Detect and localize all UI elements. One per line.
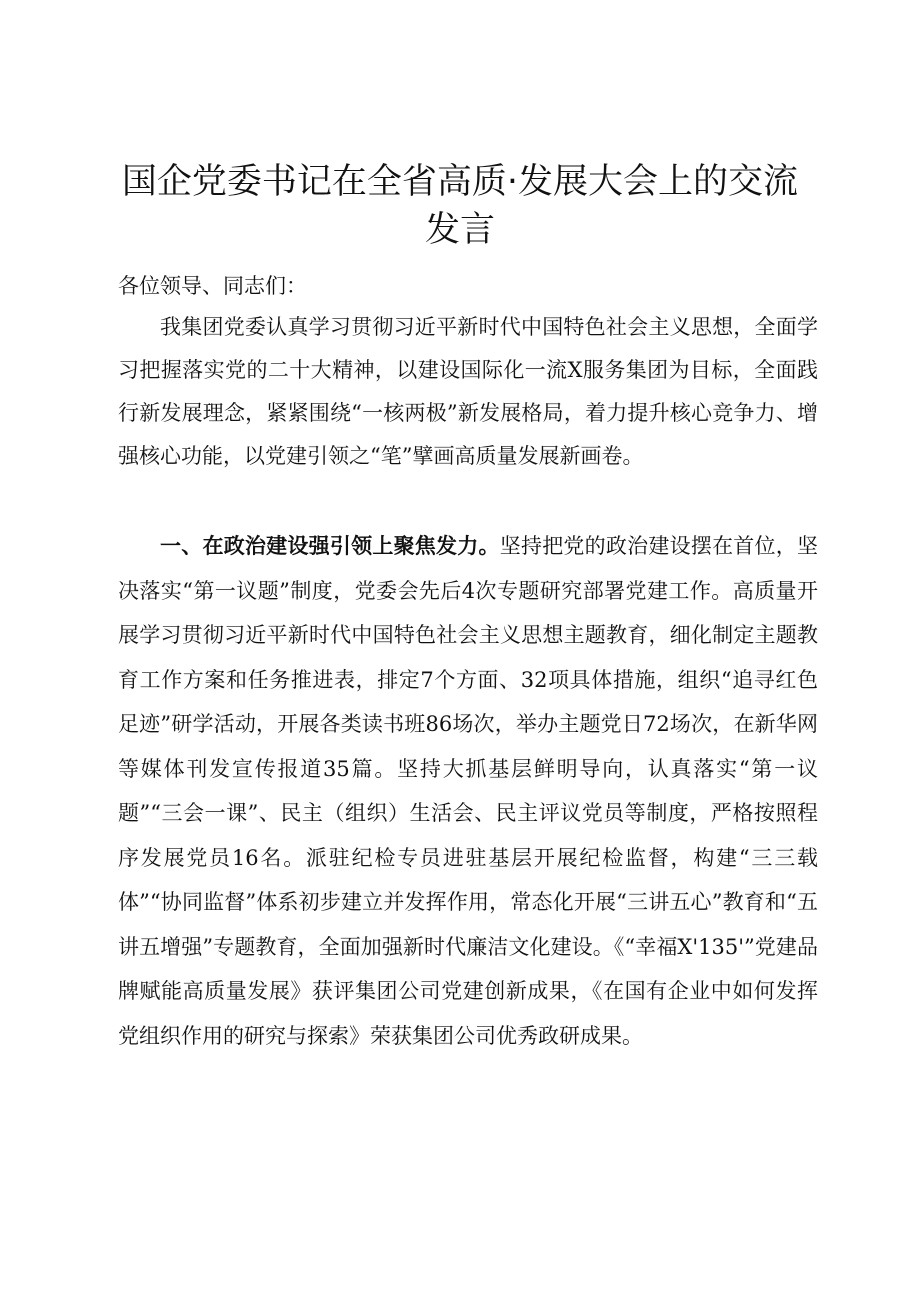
salutation: 各位领导、同志们：	[118, 274, 307, 298]
section-1-body: 坚持把党的政治建设摆在首位，坚决落实“第一议题”制度，党委会先后4次专题研究部署党建工作。高质量开展学习贯彻习近平新时代中国特色社会主义思想主题教育，细化制定主题教育工作方案和任务推进表，排定7个方面、32项具体措施，组织“追寻红色足迹”研学活动，开展各类读书班86场次，举办主题党日72场次，在新华网等媒体刊发宣传报道35篇。坚持大抓基层鲜明导向，认真落实“第一议题”“三会一课”、民主（组织）生活会、民主评议党员等制度，严格按照程序发展党员16名。派驻纪检专员进驻基层开展纪检监督，构建“三三载体”“协同监督”体系初步建立并发挥作用，常态化开展“三讲五心”教育和“五讲五增强”专题教育，全面加强新时代廉洁文化建设。《“幸福X'135'”党建品牌赋能高质量发展》获评集团公司党建创新成果，《在国有企业中如何发挥党组织作用的研究与探索》荣获集团公司优秀政研成果。	[118, 534, 818, 1048]
section-1-heading: 一、在政治建设强引领上聚焦发力。	[160, 534, 500, 558]
document-title: 国企党委书记在全省高质·发展大会上的交流发言	[121, 162, 799, 250]
section-1-paragraph	[118, 524, 818, 1058]
intro-paragraph: 我集团党委认真学习贯彻习近平新时代中国特色社会主义思想，全面学习把握落实党的二十大精神，以建设国际化一流X服务集团为目标，全面践行新发展理念，紧紧围绕“一核两极”新发展格局，着力提升核心竞争力、增强核心功能，以党建引领之“笔”擘画高质量发展新画卷。	[118, 315, 818, 468]
